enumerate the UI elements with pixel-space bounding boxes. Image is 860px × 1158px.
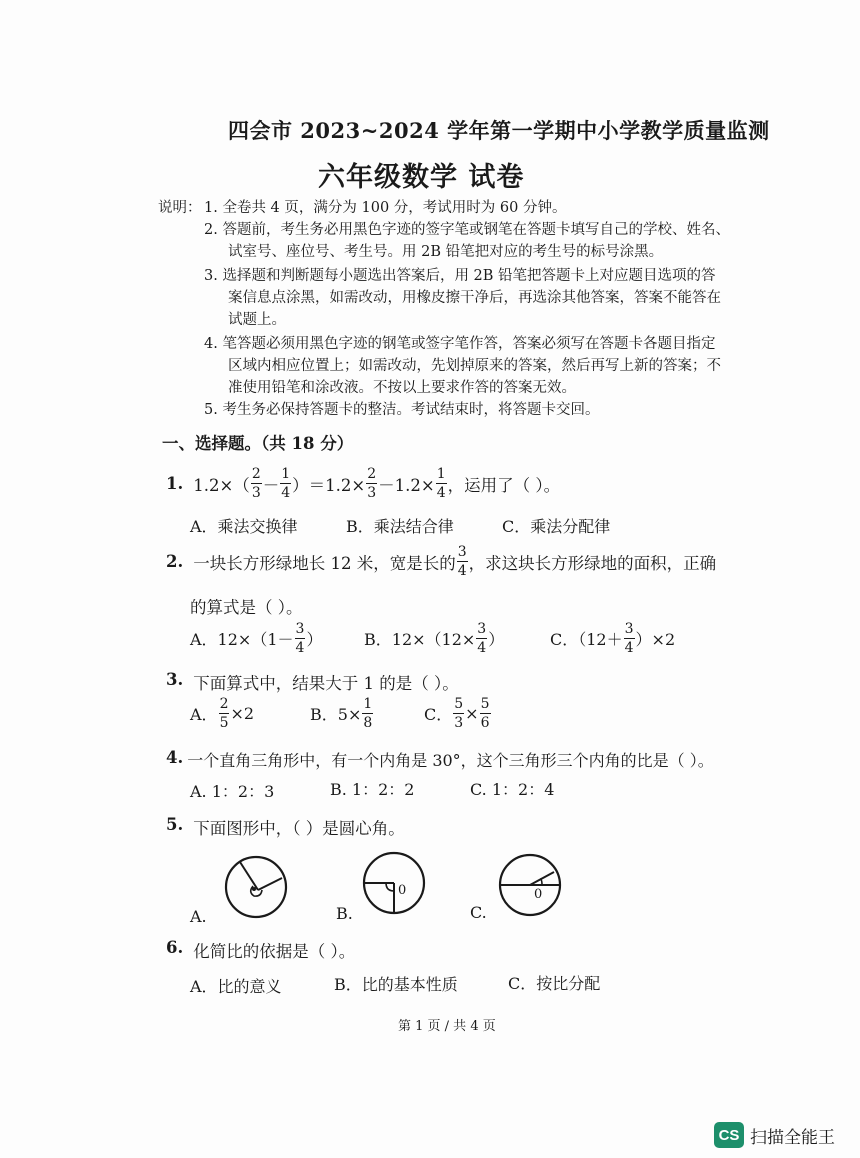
question-number: 4. <box>166 748 184 767</box>
circle-figure-b <box>358 848 430 918</box>
option-c: C．按比分配 <box>508 974 601 993</box>
question-number: 1. <box>166 474 184 493</box>
numerator: 3 <box>624 621 634 637</box>
q1-text: 1.2×（ <box>193 475 250 495</box>
numerator: 2 <box>367 466 377 482</box>
denominator: 6 <box>480 715 490 731</box>
q1-text: ）＝1.2× <box>292 475 366 495</box>
numerator: 2 <box>219 696 229 712</box>
q2-text: 一块长方形绿地长 12 米，宽是长的 <box>193 553 456 573</box>
option-a: A．乘法交换律 <box>190 517 298 536</box>
q2-text: ，求这块长方形绿地的面积，正确 <box>468 553 717 573</box>
option-a: A．比的意义 <box>190 977 282 996</box>
option-text: ） <box>488 630 505 649</box>
numerator: 1 <box>436 466 446 482</box>
option-b: B. 1：2：2 <box>330 780 415 799</box>
numerator: 3 <box>295 621 305 637</box>
option-a <box>190 622 322 655</box>
option-c <box>424 697 492 730</box>
question-4 <box>166 748 714 771</box>
numerator: 5 <box>454 696 464 712</box>
denominator: 4 <box>624 640 634 656</box>
question-number: 6. <box>166 938 184 957</box>
numerator: 1 <box>363 696 373 712</box>
instruction-line: 区域内相应位置上；如需改动，先划掉原来的答案，然后再写上新的答案；不 <box>228 358 721 374</box>
instruction-line: 2. 答题前，考生务必用黑色字迹的签字笔或钢笔在答题卡填写自己的学校、姓名、 <box>204 222 730 238</box>
numerator: 2 <box>251 466 261 482</box>
q1-text: － <box>262 475 280 495</box>
option-b: B．乘法结合律 <box>346 517 454 536</box>
watermark-text: 扫描全能王 <box>750 1127 835 1148</box>
fraction <box>280 467 291 500</box>
option-b <box>364 622 504 655</box>
question-number: 5. <box>166 815 184 834</box>
option-a: A. 1：2：3 <box>190 782 275 801</box>
fraction <box>453 697 464 730</box>
question-3 <box>166 670 459 694</box>
denominator: 4 <box>457 563 467 579</box>
svg-text:0: 0 <box>398 883 407 898</box>
numerator: 3 <box>477 621 487 637</box>
denominator: 4 <box>295 640 305 656</box>
option-text: B．12×（12× <box>364 630 476 649</box>
q1-text: －1.2× <box>378 475 435 495</box>
camscanner-watermark <box>714 1122 835 1148</box>
denominator: 3 <box>367 485 377 501</box>
fraction <box>362 697 373 730</box>
fraction <box>476 622 487 655</box>
question-number: 3. <box>166 670 184 689</box>
question-text: 下面图形中，（ ）是圆心角。 <box>193 819 405 838</box>
fraction <box>480 697 491 730</box>
circle-figure-c <box>496 850 566 920</box>
option-a: A. <box>190 907 207 926</box>
svg-text:0: 0 <box>534 887 543 902</box>
fraction <box>457 545 468 578</box>
question-text: 化简比的依据是（ ）。 <box>193 942 356 961</box>
option-c: C. 1：2：4 <box>470 780 555 799</box>
instruction-line: 试室号、座位号、考生号。用 2B 铅笔把对应的考生号的标号涂黑。 <box>228 244 664 260</box>
option-c: C. <box>470 903 487 922</box>
instruction-line: 试题上。 <box>228 312 286 328</box>
circle-figure-a <box>218 852 294 922</box>
exam-subtitle: 六年级数学 试卷 <box>318 162 525 193</box>
option-text: ×2 <box>230 704 255 723</box>
instruction-line: 案信息点涂黑，如需改动，用橡皮擦干净后，再选涂其他答案，答案不能答在 <box>228 290 721 306</box>
option-text: × <box>465 704 479 723</box>
exam-title: 四会市 2023~2024 学年第一学期中小学教学质量监测 <box>228 118 770 143</box>
section-heading: 一、选择题。（共 18 分） <box>162 434 354 453</box>
option-text: A．12×（1－ <box>190 630 294 649</box>
denominator: 8 <box>363 715 373 731</box>
question-6 <box>166 938 355 962</box>
numerator: 1 <box>281 466 291 482</box>
fraction <box>251 467 262 500</box>
denominator: 4 <box>436 485 446 501</box>
question-2 <box>166 545 716 578</box>
question-text: 一个直角三角形中，有一个内角是 30°，这个三角形三个内角的比是（ ）。 <box>187 751 714 770</box>
option-b: B. <box>336 904 353 923</box>
fraction <box>295 622 306 655</box>
option-b: B．比的基本性质 <box>334 975 458 994</box>
fraction <box>219 697 230 730</box>
denominator: 5 <box>219 715 229 731</box>
question-5 <box>166 815 405 839</box>
option-b <box>310 697 374 730</box>
numerator: 5 <box>480 696 490 712</box>
option-text: ）×2 <box>635 630 676 649</box>
option-text: ） <box>306 630 323 649</box>
numerator: 3 <box>457 544 467 560</box>
question-number: 2. <box>166 552 184 571</box>
question-1 <box>166 467 560 500</box>
denominator: 3 <box>454 715 464 731</box>
instruction-line: 4. 笔答题必须用黑色字迹的钢笔或签字笔作答，答案必须写在答题卡各题目指定 <box>204 336 716 352</box>
denominator: 4 <box>281 485 291 501</box>
instruction-line: 3. 选择题和判断题每小题选出答案后，用 2B 铅笔把答题卡上对应题目选项的答 <box>204 268 716 284</box>
option-c: C．乘法分配律 <box>502 517 611 536</box>
instruction-line: 1. 全卷共 4 页，满分为 100 分，考试用时为 60 分钟。 <box>204 200 567 216</box>
question-text: 下面算式中，结果大于 1 的是（ ）。 <box>193 674 459 693</box>
option-text: A． <box>190 705 218 724</box>
q1-text: ，运用了（ ）。 <box>447 475 561 495</box>
option-text: C． <box>424 705 453 724</box>
fraction <box>366 467 377 500</box>
page-footer: 第 1 页 / 共 4 页 <box>398 1019 496 1034</box>
option-a <box>190 697 254 730</box>
denominator: 4 <box>477 640 487 656</box>
question-2-line2: 的算式是（ ）。 <box>190 598 303 617</box>
option-c <box>550 622 675 655</box>
instruction-line: 5. 考生务必保持答题卡的整洁。考试结束时，将答题卡交回。 <box>204 402 600 418</box>
instructions-label: 说明： <box>158 200 202 216</box>
option-text: B．5× <box>310 705 362 724</box>
denominator: 3 <box>251 485 261 501</box>
instruction-line: 准使用铅笔和涂改液。不按以上要求作答的答案无效。 <box>228 380 576 396</box>
option-text: C．（12＋ <box>550 630 623 649</box>
fraction <box>436 467 447 500</box>
fraction <box>624 622 635 655</box>
camscanner-logo-icon: CS <box>714 1122 744 1148</box>
